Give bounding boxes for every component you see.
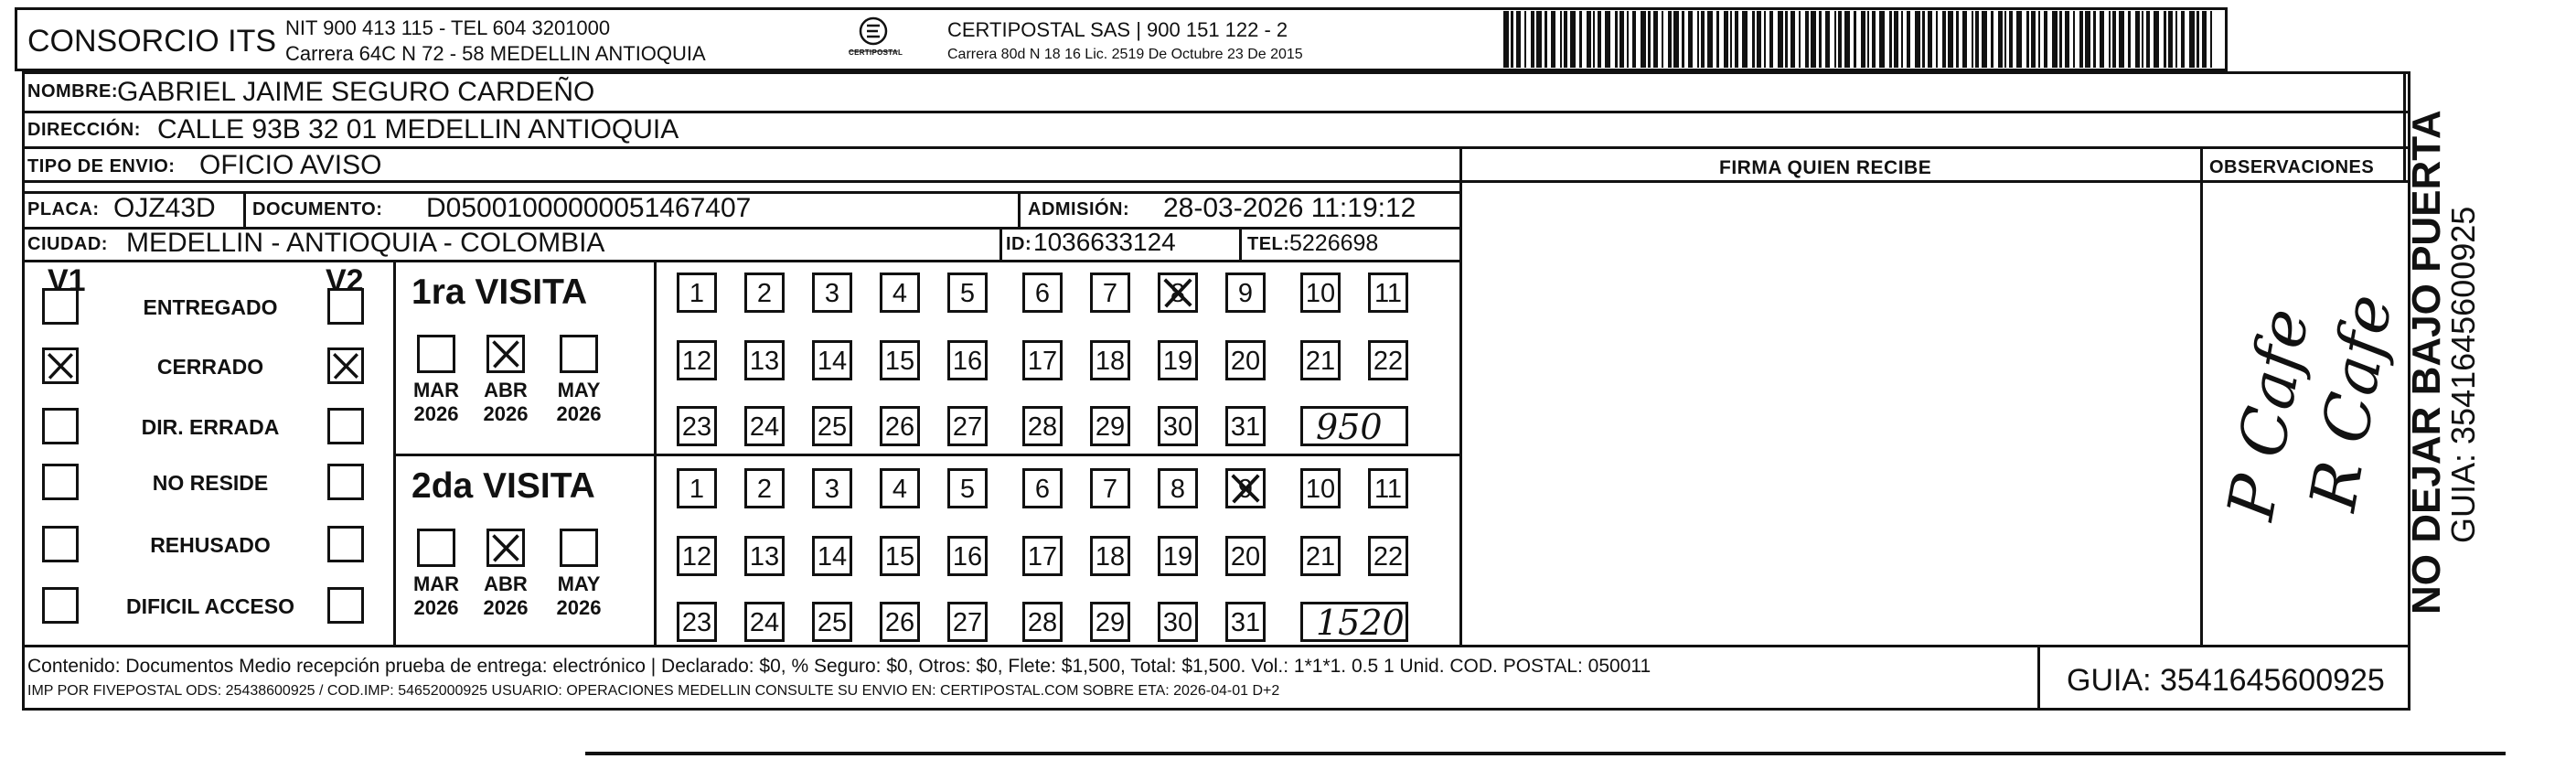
v2-header: V2 [326,263,364,298]
day-checkbox[interactable]: 15 [880,340,920,380]
placa-label: PLACA: [27,199,100,219]
day-checkbox[interactable]: 11 [1368,273,1408,313]
v1-header: V1 [48,263,86,298]
day-checkbox[interactable]: 22 [1368,340,1408,380]
certipostal-logo [841,15,905,66]
day-checkbox[interactable]: 18 [1090,340,1130,380]
nombre-value: GABRIEL JAIME SEGURO CARDEÑO [117,77,595,107]
day-checkbox[interactable]: 10 [1300,273,1341,313]
courier-name: CERTIPOSTAL SAS | 900 151 122 - 2 [947,18,1288,41]
v1-checkbox[interactable] [42,408,79,444]
v2-checkbox[interactable] [327,526,364,562]
courier-license: Carrera 80d N 18 16 Lic. 2519 De Octubre 23 De 2015 [947,47,1303,62]
visit-time: 1520 [1316,603,1405,643]
v2-checkbox[interactable] [327,587,364,624]
observacion-handwritten-1: P Cafe [2213,303,2325,526]
v1-checkbox[interactable] [42,464,79,500]
day-checkbox[interactable]: 11 [1368,468,1408,508]
visit-time-box[interactable] [1300,406,1408,446]
day-checkbox[interactable]: 4 [880,468,920,508]
observacion-handwritten-2: R Cafe [2295,289,2408,517]
month-checkbox[interactable] [486,529,525,567]
v2-checkbox[interactable] [327,464,364,500]
v1-checkbox[interactable] [42,587,79,624]
id-label: ID: [1006,234,1032,254]
id-value: 1036633124 [1033,228,1176,256]
day-checkbox[interactable]: 19 [1158,340,1198,380]
day-checkbox[interactable]: 8 [1158,468,1198,508]
day-checkbox[interactable]: 10 [1300,468,1341,508]
month-checkbox[interactable] [417,335,455,373]
day-checkbox[interactable]: 17 [1022,340,1063,380]
status-label: REHUSADO [150,533,271,557]
status-label: ENTREGADO [143,295,278,319]
day-checkbox[interactable]: 4 [880,273,920,313]
day-checkbox[interactable]: 12 [677,340,717,380]
day-checkbox[interactable]: 1 [677,468,717,508]
day-checkbox[interactable]: 7 [1090,273,1130,313]
day-checkbox[interactable]: 12 [677,536,717,576]
v1-checkbox[interactable] [42,347,79,384]
day-checkbox[interactable]: 1 [677,273,717,313]
nombre-label: NOMBRE: [27,81,119,102]
day-checkbox[interactable]: 25 [812,406,852,446]
day-checkbox[interactable]: 28 [1022,602,1063,642]
day-checkbox[interactable]: 20 [1225,536,1266,576]
day-checkbox[interactable]: 15 [880,536,920,576]
day-checkbox[interactable]: 16 [947,340,988,380]
status-label: DIR. ERRADA [141,415,280,439]
day-checkbox[interactable]: 31 [1225,406,1266,446]
day-checkbox[interactable]: 22 [1368,536,1408,576]
logo-text: CERTIPOSTAL [849,48,903,57]
day-checkbox[interactable]: 25 [812,602,852,642]
day-checkbox[interactable]: 16 [947,536,988,576]
day-checkbox[interactable]: 28 [1022,406,1063,446]
month-checkbox[interactable] [560,335,598,373]
barcode [1500,9,2222,69]
status-label: DIFICIL ACCESO [125,594,294,618]
day-checkbox[interactable]: 6 [1022,468,1063,508]
visit-time-box[interactable] [1300,602,1408,642]
day-checkbox[interactable]: 18 [1090,536,1130,576]
day-checkbox[interactable]: 26 [880,602,920,642]
v2-checkbox[interactable] [327,408,364,444]
month-checkbox[interactable] [560,529,598,567]
month-checkbox[interactable] [417,529,455,567]
day-checkbox[interactable]: 29 [1090,406,1130,446]
day-checkbox[interactable]: 24 [744,602,785,642]
day-checkbox[interactable]: 23 [677,406,717,446]
month-label: MAY 2026 [556,379,602,426]
side-guia: GUIA: 3541645600925 [2444,206,2482,543]
admision-value: 28-03-2026 11:19:12 [1163,193,1416,223]
placa-value: OJZ43D [113,193,216,223]
month-label: MAR 2026 [412,379,460,426]
admision-label: ADMISIÓN: [1028,199,1130,219]
day-checkbox[interactable]: 14 [812,536,852,576]
observaciones-header: OBSERVACIONES [2209,157,2375,177]
v2-checkbox[interactable] [327,288,364,325]
visit2-title: 2da VISITA [412,466,595,506]
day-checkbox[interactable]: 9 [1225,273,1266,313]
day-checkbox[interactable]: 23 [677,602,717,642]
v1-checkbox[interactable] [42,288,79,325]
firma-header: FIRMA QUIEN RECIBE [1719,157,1932,178]
day-checkbox[interactable]: 31 [1225,602,1266,642]
month-label: MAY 2026 [556,572,602,620]
footer-guia: GUIA: 3541645600925 [2067,663,2385,698]
day-checkbox[interactable]: 30 [1158,406,1198,446]
day-checkbox[interactable]: 26 [880,406,920,446]
company-nit: NIT 900 413 115 - TEL 604 3201000 [285,16,611,39]
day-checkbox[interactable]: 24 [744,406,785,446]
day-checkbox[interactable]: 8 [1158,273,1198,313]
month-label: MAR 2026 [412,572,460,620]
day-checkbox[interactable]: 2 [744,468,785,508]
ciudad-value: MEDELLIN - ANTIOQUIA - COLOMBIA [126,228,605,258]
no-dejar-bajo-puerta: NO DEJAR BAJO PUERTA [2404,110,2449,615]
documento-label: DOCUMENTO: [252,199,383,219]
day-checkbox[interactable]: 5 [947,273,988,313]
month-checkbox[interactable] [486,335,525,373]
day-checkbox[interactable]: 7 [1090,468,1130,508]
day-checkbox[interactable]: 27 [947,602,988,642]
direccion-label: DIRECCIÓN: [27,120,141,140]
day-checkbox[interactable]: 13 [744,340,785,380]
status-label: NO RESIDE [152,471,269,495]
day-checkbox[interactable]: 9 [1225,468,1266,508]
direccion-value: CALLE 93B 32 01 MEDELLIN ANTIOQUIA [157,114,679,144]
tel-label: TEL: [1247,234,1290,254]
day-checkbox[interactable]: 13 [744,536,785,576]
day-checkbox[interactable]: 3 [812,468,852,508]
month-label: ABR 2026 [483,379,529,426]
visit1-title: 1ra VISITA [412,273,588,312]
status-label: CERRADO [156,355,264,379]
day-checkbox[interactable]: 6 [1022,273,1063,313]
day-checkbox[interactable]: 19 [1158,536,1198,576]
v2-checkbox[interactable] [327,347,364,384]
day-checkbox[interactable]: 30 [1158,602,1198,642]
ciudad-label: CIUDAD: [27,234,108,254]
v1-checkbox[interactable] [42,526,79,562]
company-name: CONSORCIO ITS [27,24,277,59]
day-checkbox[interactable]: 14 [812,340,852,380]
day-checkbox[interactable]: 3 [812,273,852,313]
tipo-envio-value: OFICIO AVISO [199,150,382,180]
day-checkbox[interactable]: 27 [947,406,988,446]
day-checkbox[interactable]: 21 [1300,340,1341,380]
footer-imp: IMP POR FIVEPOSTAL ODS: 25438600925 / COD.IMP: 54652000925 USUARIO: OPERACIONES MEDELLIN CONSULTE SU ENVIO EN: CERTIPOSTAL.COM SOBRE ETA: 2026-04-01 D+2 [27,683,1280,699]
month-label: ABR 2026 [483,572,529,620]
documento-value: D05001000000051467407 [426,193,752,223]
day-checkbox[interactable]: 21 [1300,536,1341,576]
day-checkbox[interactable]: 5 [947,468,988,508]
day-checkbox[interactable]: 29 [1090,602,1130,642]
day-checkbox[interactable]: 20 [1225,340,1266,380]
day-checkbox[interactable]: 17 [1022,536,1063,576]
tipo-envio-label: TIPO DE ENVIO: [27,156,176,176]
footer-content: Contenido: Documentos Medio recepción prueba de entrega: electrónico | Declarado: $0, % Seguro: $0, Otros: $0, Flete: $1,500, Total: $1,500. Vol.: 1*1*1. 0.5 1 Unid. COD. POSTAL: 050011 [27,656,1651,677]
day-checkbox[interactable]: 2 [744,273,785,313]
company-address: Carrera 64C N 72 - 58 MEDELLIN ANTIOQUIA [285,42,706,65]
visit-time: 950 [1316,407,1383,447]
tel-value: 5226698 [1289,230,1379,256]
